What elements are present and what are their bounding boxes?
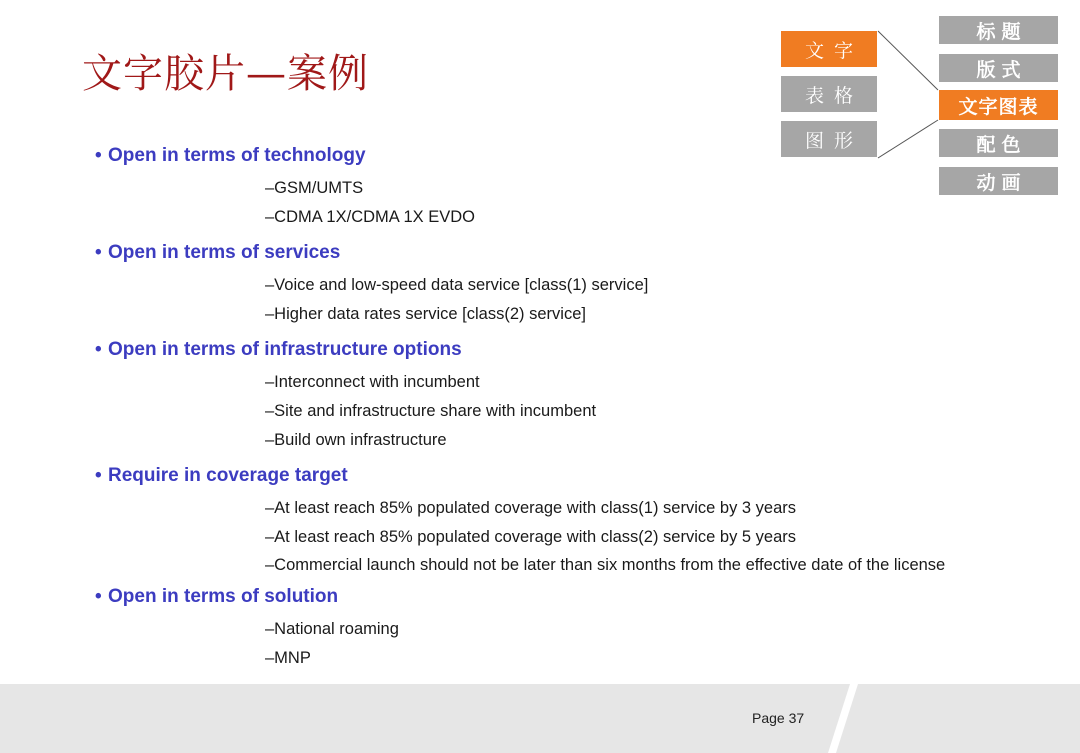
sub-item: –CDMA 1X/CDMA 1X EVDO <box>265 208 475 226</box>
sub-item: –Site and infrastructure share with incumbent <box>265 402 597 420</box>
sub-item: –MNP <box>265 649 311 667</box>
sub-item: –GSM/UMTS <box>265 179 364 197</box>
nav-item-layout[interactable]: 版式 <box>938 53 1059 83</box>
nav-item-text[interactable]: 文字 <box>780 30 878 68</box>
bullet-group-solution <box>95 583 995 673</box>
bullet-heading: • Require in coverage target <box>95 462 995 490</box>
bullet-dot-icon: • <box>95 145 102 166</box>
sub-item: –National roaming <box>265 620 399 638</box>
sub-item: –Commercial launch should not be later than six months from the effective date of the license <box>265 556 946 574</box>
bullet-dot-icon: • <box>95 465 102 486</box>
connector-line-top <box>878 31 938 90</box>
nav-item-text-chart[interactable]: 文字图表 <box>938 89 1059 121</box>
bullet-group-technology <box>95 142 995 232</box>
page-number: Page 37 <box>752 710 805 726</box>
sub-item: –Higher data rates service [class(2) service] <box>265 305 586 323</box>
sub-item: –Interconnect with incumbent <box>265 373 480 391</box>
bullet-heading: • Open in terms of solution <box>95 583 995 611</box>
bullet-heading: • Open in terms of services <box>95 239 995 267</box>
nav-item-animation[interactable]: 动画 <box>938 166 1059 196</box>
sub-item: –Build own infrastructure <box>265 431 447 449</box>
nav-item-graphic[interactable]: 图形 <box>780 120 878 158</box>
bullet-dot-icon: • <box>95 586 102 607</box>
bullet-group-services <box>95 239 995 329</box>
nav-item-title[interactable]: 标题 <box>938 15 1059 45</box>
footer-slash-decoration <box>828 684 868 753</box>
sub-item: –Voice and low-speed data service [class(1) service] <box>265 276 649 294</box>
nav-item-color[interactable]: 配色 <box>938 128 1059 158</box>
bullet-heading: • Open in terms of infrastructure options <box>95 336 995 364</box>
bullet-heading: • Open in terms of technology <box>95 142 995 170</box>
bullet-group-coverage <box>95 462 995 576</box>
sub-item: –At least reach 85% populated coverage with class(1) service by 3 years <box>265 499 797 517</box>
sub-item: –At least reach 85% populated coverage with class(2) service by 5 years <box>265 528 797 546</box>
footer-bar <box>0 684 1080 753</box>
bullet-dot-icon: • <box>95 339 102 360</box>
bullet-dot-icon: • <box>95 242 102 263</box>
bullet-group-infrastructure <box>95 336 995 455</box>
slide-title: 文字胶片—案例 <box>82 51 369 97</box>
bullet-list <box>95 142 995 680</box>
nav-item-table[interactable]: 表格 <box>780 75 878 113</box>
